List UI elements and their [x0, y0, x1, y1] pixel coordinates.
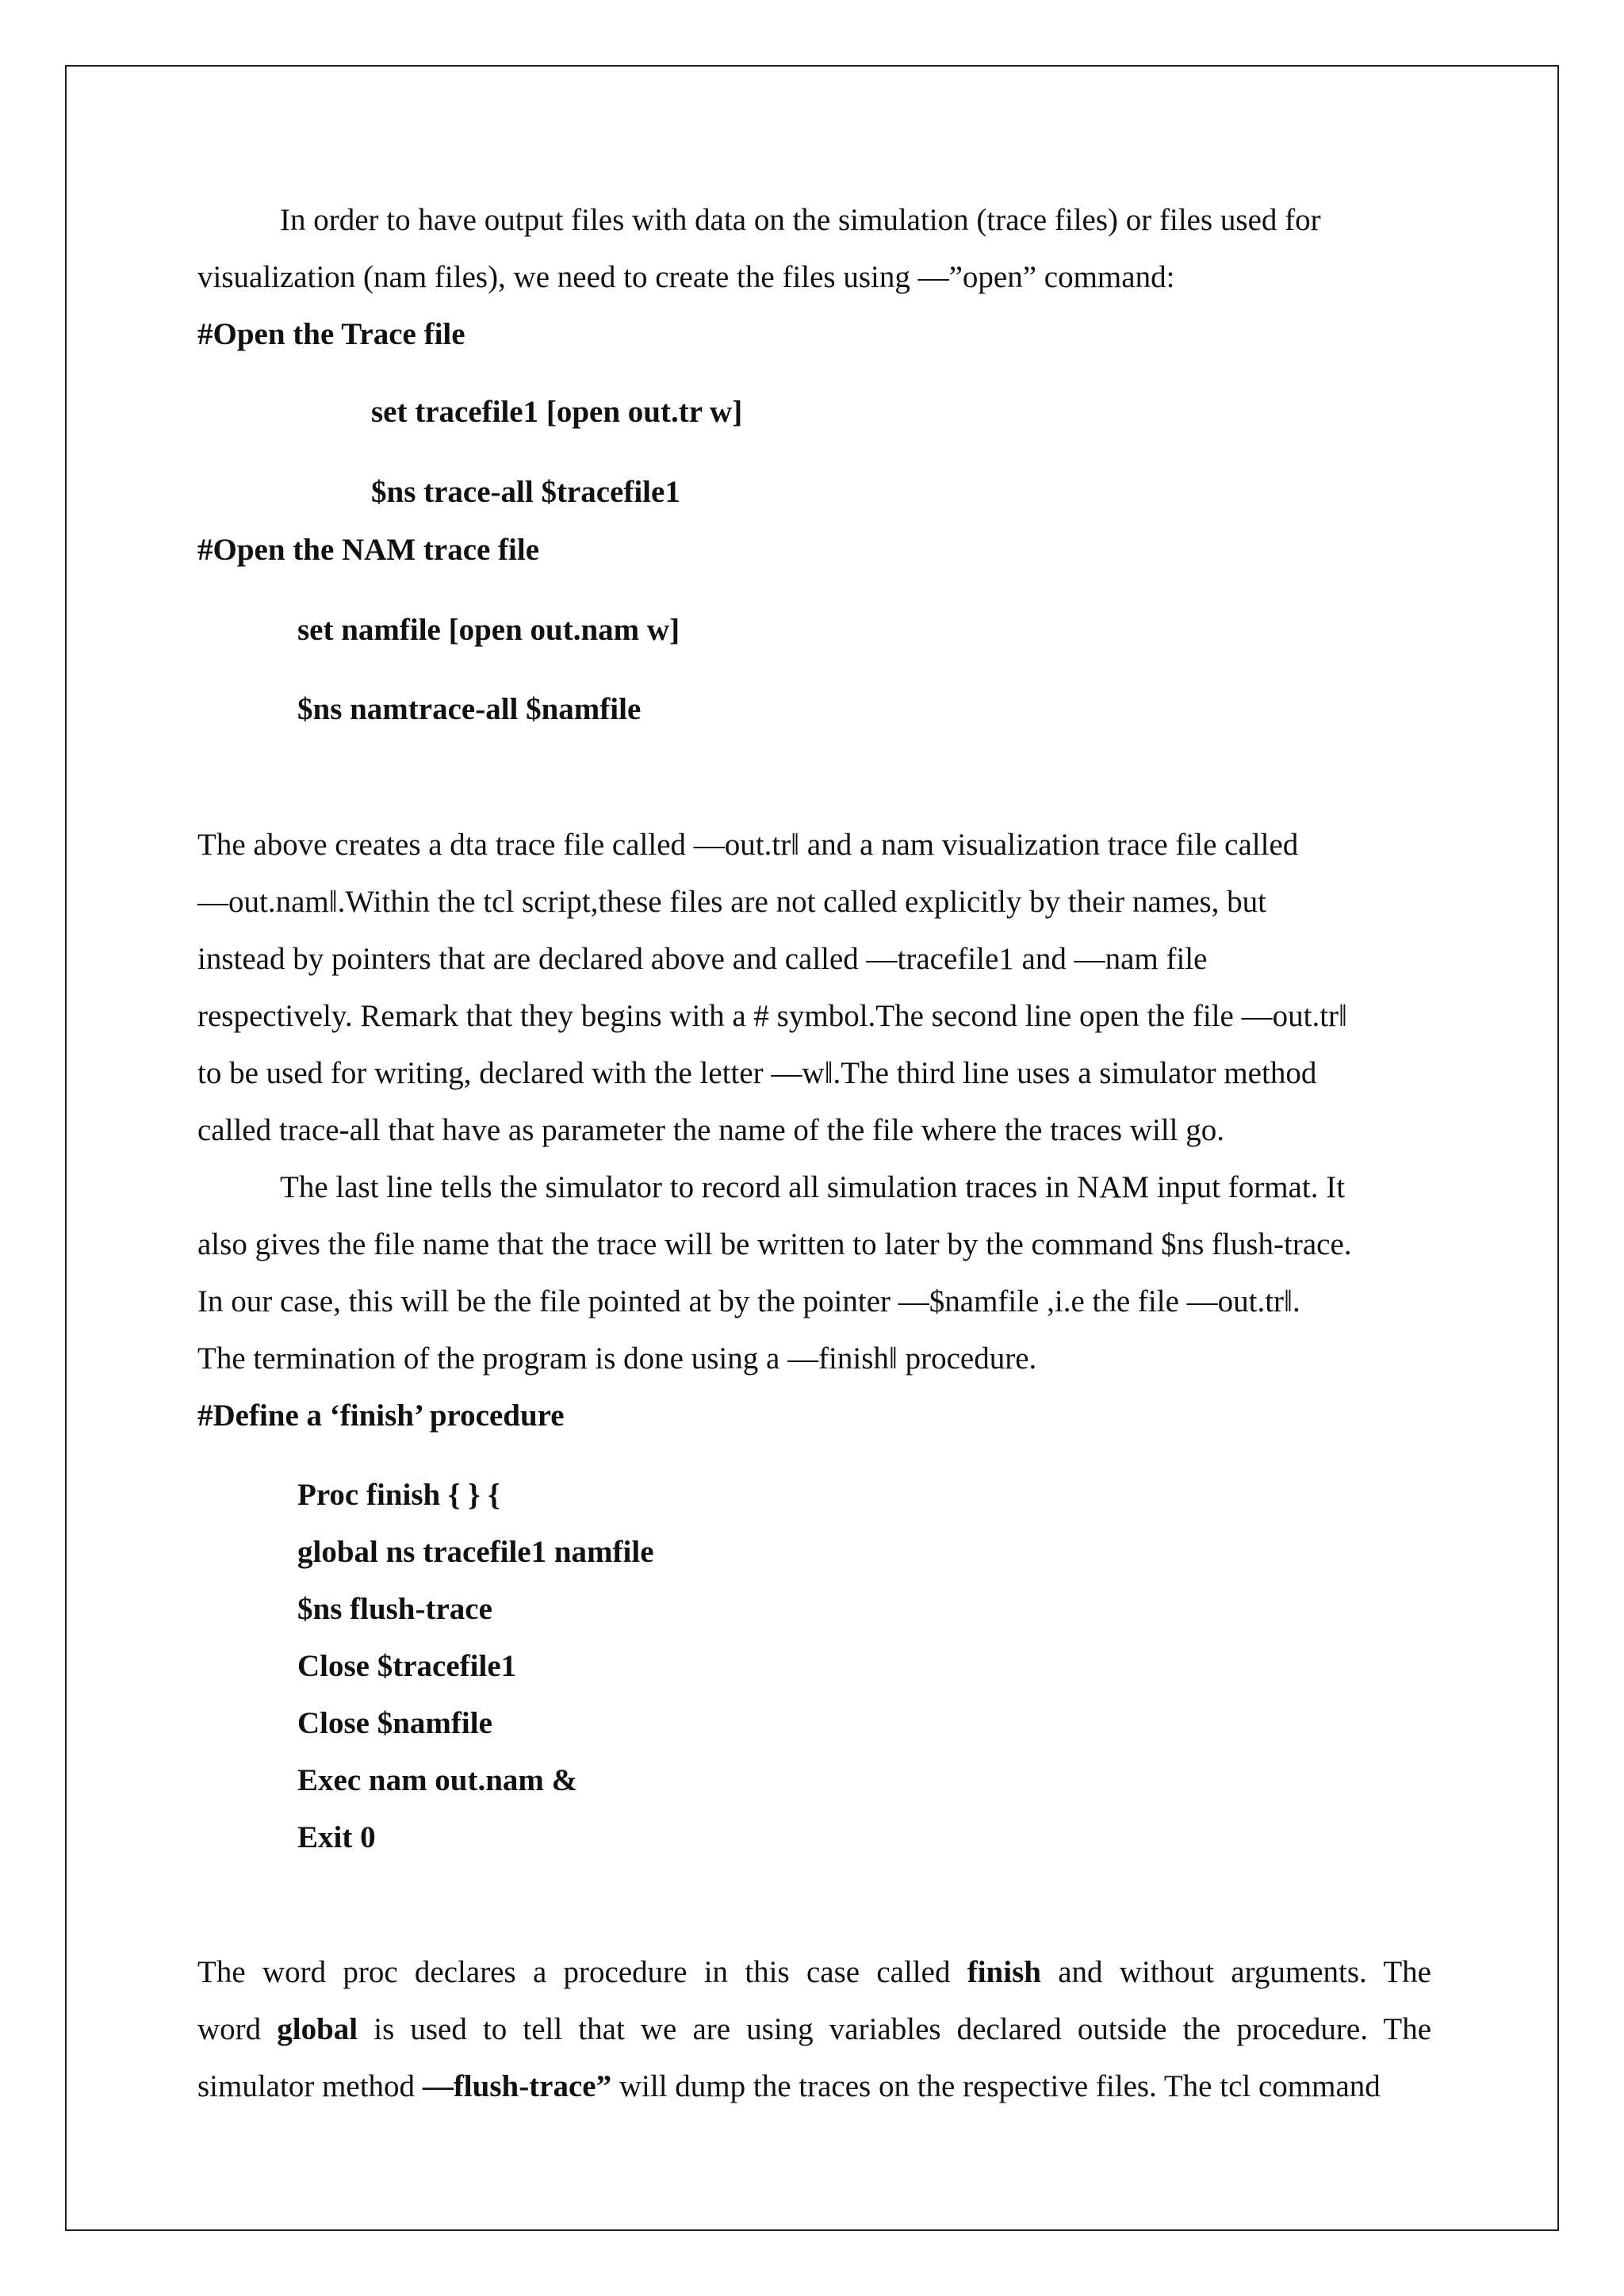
paragraph-line: respectively. Remark that they begins with a # symbol.The second line open the file ―out.tr‖	[197, 999, 1347, 1033]
code-line: Exit 0	[297, 1820, 376, 1854]
code-line: set tracefile1 [open out.tr w]	[371, 395, 743, 429]
paragraph-line: ―out.nam‖.Within the tcl script,these files are not called explicitly by their names, but	[197, 885, 1267, 919]
paragraph-line	[197, 2014, 1431, 2045]
paragraph-line: The termination of the program is done using a ―finish‖ procedure.	[197, 1341, 1037, 1376]
code-line: $ns flush-trace	[297, 1592, 492, 1626]
code-line: set namfile [open out.nam w]	[297, 613, 680, 647]
text-run: will dump the traces on the respective files. The tcl command	[619, 2069, 1381, 2103]
paragraph-line: to be used for writing, declared with the letter ―w‖.The third line uses a simulator method	[197, 1056, 1317, 1090]
code-line: Close $tracefile1	[297, 1649, 517, 1683]
paragraph-line: The last line tells the simulator to record all simulation traces in NAM input format. It	[280, 1170, 1346, 1204]
heading-open-nam: #Open the NAM trace file	[197, 533, 540, 567]
text-run: simulator method	[197, 2069, 416, 2103]
text-run: word	[197, 2012, 262, 2046]
heading-open-trace: #Open the Trace file	[197, 317, 465, 351]
intro-line-1: In order to have output files with data on the simulation (trace files) or files used for	[280, 203, 1321, 237]
paragraph-line: In our case, this will be the file pointed at by the pointer ―$namfile ,i.e the file ―out.tr‖.	[197, 1284, 1300, 1318]
code-line: $ns namtrace-all $namfile	[297, 692, 642, 726]
code-line: Proc finish { } {	[297, 1478, 500, 1512]
paragraph-line: The above creates a dta trace file called ―out.tr‖ and a nam visualization trace file called	[197, 828, 1299, 862]
keyword-flush-trace: ―flush-trace”	[422, 2069, 612, 2103]
paragraph-line	[197, 1957, 1431, 1988]
paragraph-line: also gives the file name that the trace will be written to later by the command $ns flush-trace.	[197, 1227, 1352, 1261]
code-line: $ns trace-all $tracefile1	[371, 475, 680, 509]
text-run: is used to tell that we are using variables declared outside the procedure. The	[373, 2012, 1432, 2046]
keyword-finish: finish	[967, 1955, 1041, 1989]
text-run: The word proc declares a procedure in this case called	[197, 1955, 951, 1989]
code-line: Exec nam out.nam &	[297, 1763, 578, 1797]
paragraph-line	[197, 2071, 1381, 2102]
intro-line-2: visualization (nam files), we need to create the files using ―”open” command:	[197, 260, 1175, 294]
paragraph-line: instead by pointers that are declared above and called ―tracefile1 and ―nam file	[197, 942, 1208, 976]
code-line: global ns tracefile1 namfile	[297, 1535, 654, 1569]
page-border	[65, 65, 1559, 2231]
keyword-global: global	[277, 2012, 358, 2046]
code-line: Close $namfile	[297, 1706, 492, 1740]
heading-define-finish: #Define a ‘finish’ procedure	[197, 1399, 565, 1433]
text-run: and without arguments. The	[1058, 1955, 1431, 1989]
paragraph-line: called trace-all that have as parameter the name of the file where the traces will go.	[197, 1113, 1225, 1147]
